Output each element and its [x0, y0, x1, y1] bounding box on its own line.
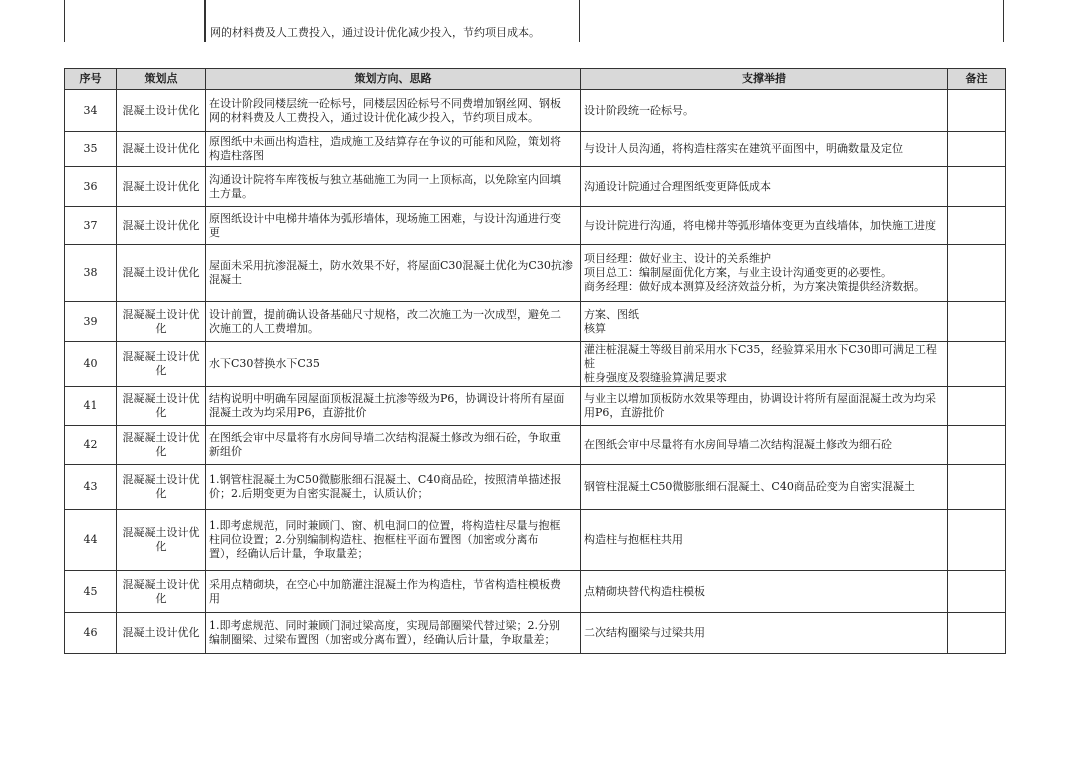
cell-point: 混凝土设计优化: [117, 207, 206, 245]
top-fragment-left-cells: [64, 0, 205, 42]
cell-measures-line: 商务经理：做好成本测算及经济效益分析，为方案决策提供经济数据。: [584, 280, 925, 293]
cell-remark: [948, 245, 1006, 302]
cell-measures-line: 与业主以增加顶板防水效果等理由，协调设计将所有屋面混凝土改为均采: [584, 392, 936, 405]
cell-direction-line: 柱同位设置；2.分别编制构造柱、抱框柱平面布置图（加密或分离布: [209, 533, 539, 546]
cell-remark: [948, 571, 1006, 613]
cell-no: 46: [65, 613, 117, 654]
cell-point: 混凝凝土设计优化: [117, 571, 206, 613]
cell-direction-line: 更: [209, 225, 220, 239]
cell-point: 混凝凝土设计优化: [117, 510, 206, 571]
table-row: [65, 510, 1006, 571]
cell-direction-line: 构造柱落图: [209, 149, 264, 162]
cell-remark: [948, 613, 1006, 654]
cell-no: 35: [65, 132, 117, 167]
cell-no: 34: [65, 90, 117, 132]
cell-direction: [206, 613, 581, 654]
cell-measures-line: 核算: [584, 321, 606, 335]
table-header-row: [65, 69, 1006, 90]
cell-direction-line: 在设计阶段同楼层统一砼标号，同楼层因砼标号不同费增加钢丝网、钢板: [209, 96, 561, 110]
cell-point: 混凝凝土设计优化: [117, 342, 206, 387]
cell-direction-line: 价；2.后期变更为自密实混凝土，认质认价；: [209, 487, 429, 500]
top-fragment-right-cells: [580, 0, 1004, 42]
table-body: [65, 90, 1006, 654]
cell-direction: [206, 342, 581, 387]
table-row: [65, 167, 1006, 207]
cell-direction: [206, 90, 581, 132]
cell-direction-line: 水下C30替换水下C35: [209, 357, 320, 370]
cell-remark: [948, 510, 1006, 571]
cell-direction: [206, 426, 581, 465]
cell-remark: [948, 426, 1006, 465]
cell-measures: [581, 571, 948, 613]
cell-measures-line: 在图纸会审中尽量将有水房间导墙二次结构混凝土修改为细石砼: [584, 438, 892, 451]
cell-direction-line: 在图纸会审中尽量将有水房间导墙二次结构混凝土修改为细石砼，争取重: [209, 431, 561, 444]
cell-direction-line: 新组价: [209, 445, 242, 458]
cell-measures: [581, 465, 948, 510]
planning-table: [64, 68, 1006, 654]
cell-direction-line: 原图纸设计中电梯井墙体为弧形墙体，现场施工困难，与设计沟通进行变: [209, 211, 561, 225]
cell-direction-line: 屋面未采用抗渗混凝土，防水效果不好，将屋面C30混凝土优化为C30抗渗: [209, 259, 573, 272]
cell-direction-line: 混凝土: [209, 273, 242, 286]
cell-measures-line: 设计阶段统一砼标号。: [584, 103, 694, 117]
cell-direction-line: 结构说明中明确车园屋面顶板混凝土抗渗等级为P6，协调设计将所有屋面: [209, 392, 565, 405]
cell-direction: [206, 167, 581, 207]
cell-direction: [206, 132, 581, 167]
cell-point: 混凝凝土设计优化: [117, 465, 206, 510]
cell-direction-line: 置），经确认后计量，争取量差；: [209, 547, 369, 560]
cell-direction: [206, 245, 581, 302]
cell-measures-line: 构造柱与抱框柱共用: [584, 533, 683, 546]
cell-measures-line: 桩身强度及裂缝验算满足要求: [584, 371, 727, 384]
cell-measures-line: 二次结构圈梁与过梁共用: [584, 626, 705, 639]
cell-direction-line: 沟通设计院将车库筏板与独立基础施工为同一上顶标高，以免除室内回填: [209, 172, 561, 186]
cell-remark: [948, 207, 1006, 245]
cell-direction-line: 网的材料费及人工费投入，通过设计优化减少投入，节约项目成本。: [209, 110, 539, 124]
cell-direction-line: 采用点精砌块，在空心中加筋灌注混凝土作为构造柱，节省构造柱模板费: [209, 577, 561, 591]
cell-point: 混凝土设计优化: [117, 245, 206, 302]
cell-measures-line: 项目经理：做好业主、设计的关系维护: [584, 252, 771, 265]
cell-direction: [206, 465, 581, 510]
cell-measures: [581, 245, 948, 302]
cell-measures: [581, 302, 948, 342]
cell-point: 混凝凝土设计优化: [117, 302, 206, 342]
cell-direction-line: 次施工的人工费增加。: [209, 321, 319, 335]
cell-measures: [581, 426, 948, 465]
cell-point: 混凝土设计优化: [117, 167, 206, 207]
header-direction: 策划方向、思路: [206, 69, 581, 90]
cell-direction-line: 编制圈梁、过梁布置图（加密或分离布置），经确认后计量，争取量差；: [209, 633, 556, 646]
cell-point: 混凝土设计优化: [117, 90, 206, 132]
cell-measures: [581, 342, 948, 387]
cell-no: 41: [65, 387, 117, 426]
cell-measures: [581, 613, 948, 654]
table-row: [65, 426, 1006, 465]
table-row: [65, 132, 1006, 167]
cell-remark: [948, 465, 1006, 510]
cell-no: 38: [65, 245, 117, 302]
cell-no: 36: [65, 167, 117, 207]
cell-no: 42: [65, 426, 117, 465]
table-row: [65, 465, 1006, 510]
cell-direction: [206, 571, 581, 613]
cell-remark: [948, 167, 1006, 207]
table-row: [65, 387, 1006, 426]
cell-remark: [948, 302, 1006, 342]
cell-measures-line: 项目总工：编制屋面优化方案，与业主设计沟通变更的必要性。: [584, 266, 892, 279]
fragment-line-2: 网的材料费及人工费投入，通过设计优化减少投入，节约项目成本。: [210, 26, 540, 39]
cell-point: 混凝土设计优化: [117, 132, 206, 167]
cell-direction-line: 1.钢管柱混凝土为C50微膨胀细石混凝土、C40商品砼，按照清单描述报: [209, 473, 562, 486]
cell-direction-line: 土方量。: [209, 186, 253, 200]
table-row: [65, 342, 1006, 387]
cell-measures: [581, 387, 948, 426]
cell-direction-line: 1.即考虑规范、同时兼顾门洞过梁高度，实现局部圈梁代替过梁；2.分别: [209, 619, 560, 632]
cell-direction-line: 混凝土改为均采用P6，直游批价: [209, 406, 367, 419]
cell-no: 40: [65, 342, 117, 387]
cell-direction-line: 设计前置，提前确认设备基础尺寸规格，改二次施工为一次成型，避免二: [209, 307, 561, 321]
cell-direction-line: 1.即考虑规范，同时兼顾门、窗、机电洞口的位置，将构造柱尽量与抱框: [209, 519, 561, 532]
cell-point: 混凝土设计优化: [117, 613, 206, 654]
cell-measures-line: 方案、图纸: [584, 307, 639, 321]
table-row: [65, 302, 1006, 342]
table-row: [65, 571, 1006, 613]
cell-measures-line: 点精砌块替代构造柱模板: [584, 584, 705, 598]
table-row: [65, 207, 1006, 245]
cell-no: 45: [65, 571, 117, 613]
cell-no: 44: [65, 510, 117, 571]
cell-direction: [206, 302, 581, 342]
cell-measures: [581, 207, 948, 245]
previous-row-fragment: [205, 0, 580, 42]
cell-remark: [948, 132, 1006, 167]
header-remark: 备注: [948, 69, 1006, 90]
cell-no: 39: [65, 302, 117, 342]
cell-direction: [206, 387, 581, 426]
cell-remark: [948, 342, 1006, 387]
cell-measures: [581, 132, 948, 167]
cell-direction: [206, 510, 581, 571]
cell-measures-line: 与设计人员沟通，将构造柱落实在建筑平面图中，明确数量及定位: [584, 142, 903, 155]
cell-remark: [948, 90, 1006, 132]
cell-point: 混凝凝土设计优化: [117, 426, 206, 465]
cell-direction-line: 原图纸中未画出构造柱，造成施工及结算存在争议的可能和风险，策划将: [209, 135, 561, 148]
table-row: [65, 245, 1006, 302]
cell-direction: [206, 207, 581, 245]
cell-measures-line: 灌注桩混凝土等级目前采用水下C35，经验算采用水下C30即可满足工程桩: [584, 343, 937, 370]
cell-measures-line: 钢管柱混凝土C50微膨胀细石混凝土、C40商品砼变为自密实混凝土: [584, 480, 915, 493]
header-point: 策划点: [117, 69, 206, 90]
table-row: [65, 613, 1006, 654]
cell-no: 43: [65, 465, 117, 510]
cell-no: 37: [65, 207, 117, 245]
cell-measures: [581, 90, 948, 132]
cell-measures: [581, 510, 948, 571]
cell-measures-line: 与设计院进行沟通，将电梯井等弧形墙体变更为直线墙体，加快施工进度: [584, 218, 936, 232]
cell-remark: [948, 387, 1006, 426]
cell-point: 混凝凝土设计优化: [117, 387, 206, 426]
cell-measures-line: 沟通设计院通过合理图纸变更降低成本: [584, 179, 771, 193]
cell-measures: [581, 167, 948, 207]
cell-direction-line: 用: [209, 591, 220, 605]
header-no: 序号: [65, 69, 117, 90]
cell-measures-line: 用P6，直游批价: [584, 406, 665, 419]
header-measures: 支撑举措: [581, 69, 948, 90]
table-row: [65, 90, 1006, 132]
